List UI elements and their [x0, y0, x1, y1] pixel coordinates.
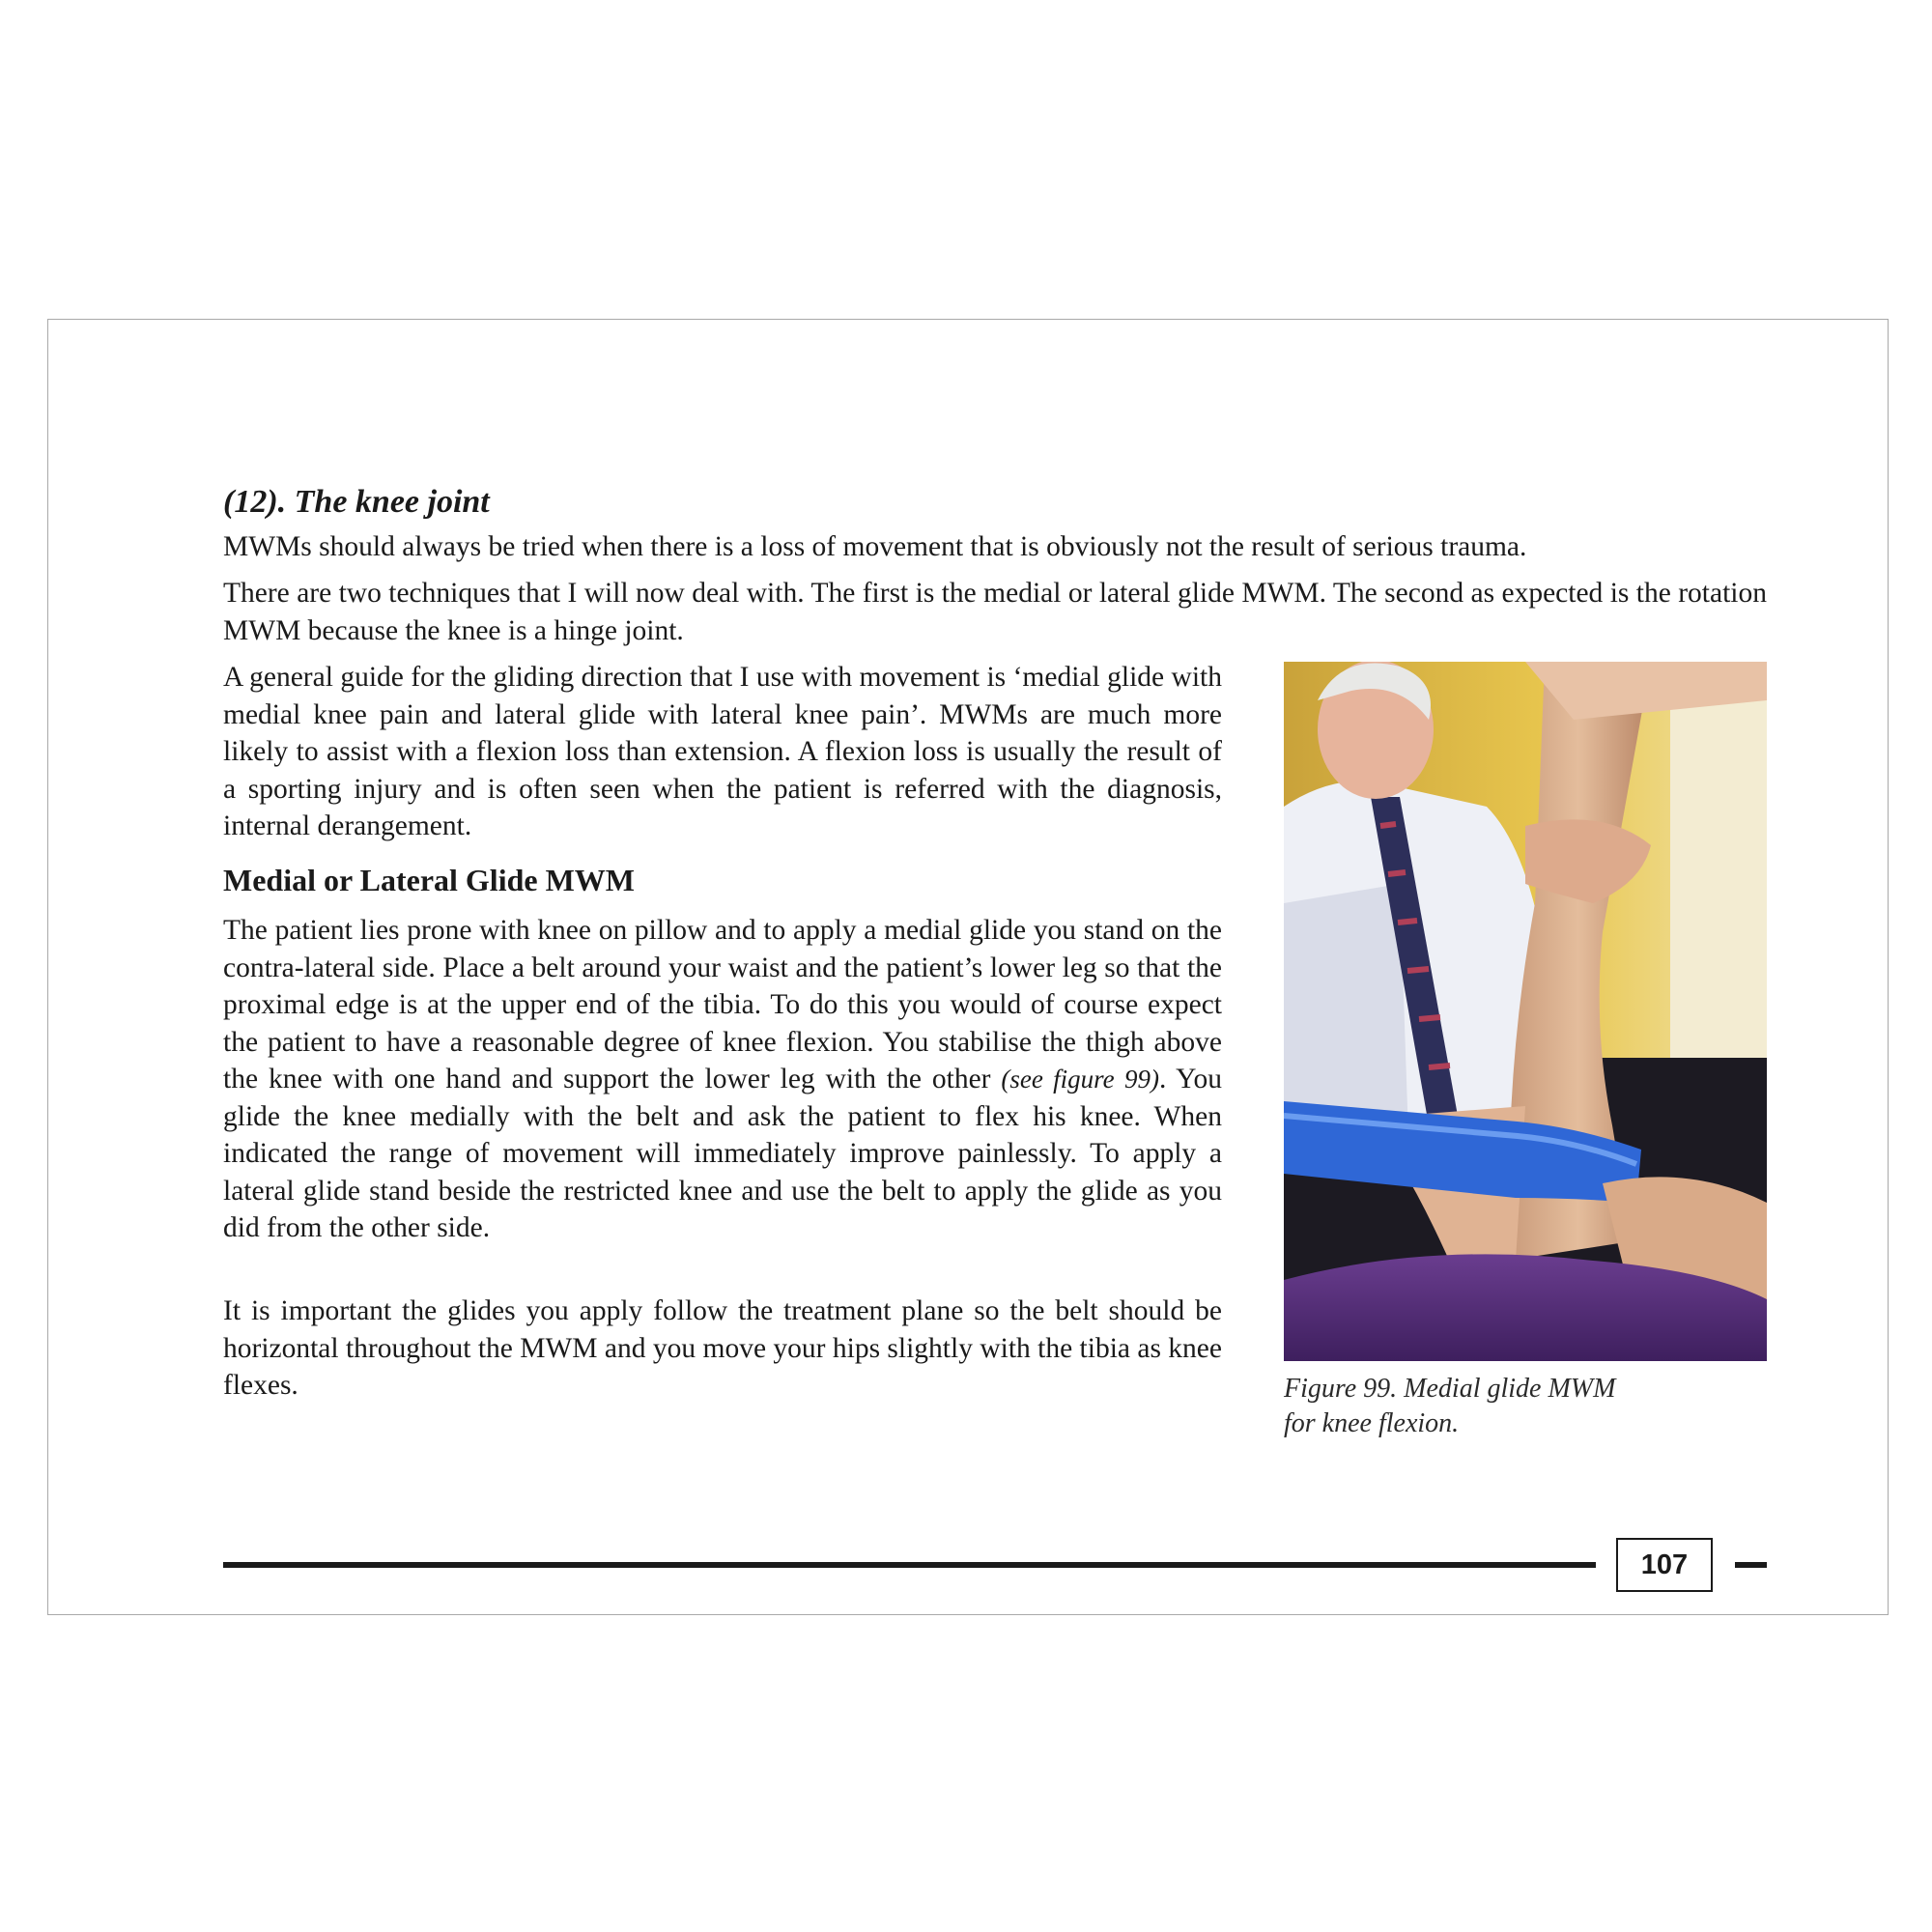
technique-text-start: The patient lies prone with knee on pillow and to apply a medial glide you stand on the contra-lateral side. Place a belt around your waist and the patient’s lower leg so that the proximal edge is at the upper end of the tibia. To do this you would of course expect the patient to have a reasonable degree of knee flexion. You stabilise the thigh above the knee with one hand and support the lower leg with the other	[223, 915, 1222, 1094]
footer-rule-left	[223, 1562, 1596, 1568]
intro-paragraph-1: MWMs should always be tried when there is a loss of movement that is obviously not the result of serious trauma.	[223, 531, 1527, 562]
intro-paragraph-2: There are two techniques that I will now deal with. The first is the medial or lateral glide MWM. The second as expected is the rotation MWM because the knee is a hinge joint.	[223, 578, 1767, 646]
subsection-heading: Medial or Lateral Glide MWM	[223, 863, 635, 897]
page-number-box: 107	[1616, 1538, 1713, 1592]
photo-door	[1670, 662, 1767, 1067]
figure-caption-line-1: Figure 99. Medial glide MWM	[1284, 1374, 1616, 1404]
technique-paragraph	[223, 912, 1222, 1247]
section-title: (12). The knee joint	[223, 484, 490, 520]
technique-text-end: . You glide the knee medially with the belt and ask the patient to flex his knee. When indicated the range of movement will immediately improve painlessly. To apply a lateral glide stand beside the restricted knee and use the belt to apply the glide as you did from the other side.	[223, 1064, 1222, 1243]
treatment-plane-paragraph: It is important the glides you apply follow the treatment plane so the belt should be horizontal throughout the MWM and you move your hips slightly with the tibia as knee flexes.	[223, 1295, 1222, 1401]
gliding-guide-paragraph: A general guide for the gliding direction that I use with movement is ‘medial glide with medial knee pain and lateral glide with lateral knee pain’. MWMs are much more likely to assist with a flexion loss than extension. A flexion loss is usually the result of a sporting injury and is often seen when the patient is referred with the diagnosis, internal derangement.	[223, 662, 1222, 841]
figure-reference: (see figure 99)	[1001, 1065, 1159, 1094]
figure-caption	[1284, 1372, 1690, 1441]
figure-caption-line-2: for knee flexion.	[1284, 1408, 1460, 1438]
footer-rule-right	[1735, 1562, 1767, 1568]
figure-99-photo	[1284, 662, 1767, 1361]
